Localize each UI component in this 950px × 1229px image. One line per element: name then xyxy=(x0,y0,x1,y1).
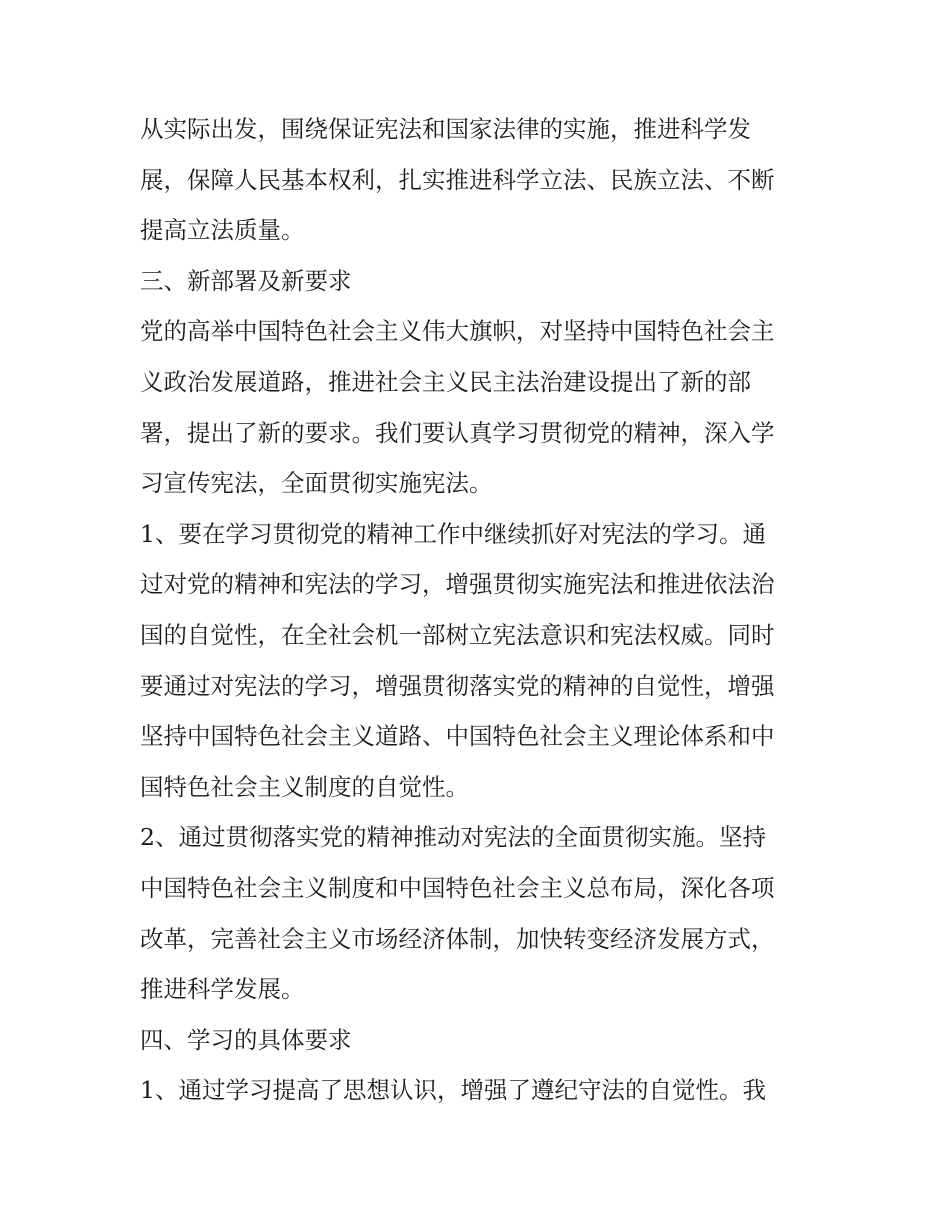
text-line: 1、通过学习提高了思想认识，增强了遵纪守法的自觉性。我 xyxy=(140,1076,766,1105)
text-line: 坚持中国特色社会主义道路、中国特色社会主义理论体系和中 xyxy=(140,722,775,751)
section-heading: 三、新部署及新要求 xyxy=(140,266,352,295)
text-line: 党的高举中国特色社会主义伟大旗帜，对坚持中国特色社会主 xyxy=(140,317,775,346)
text-line: 要通过对宪法的学习，增强贯彻落实党的精神的自觉性，增强 xyxy=(140,671,775,700)
text-line: 国特色社会主义制度的自觉性。 xyxy=(140,772,469,801)
text-line: 中国特色社会主义制度和中国特色社会主义总布局，深化各项 xyxy=(140,873,775,902)
text-line: 2、通过贯彻落实党的精神推动对宪法的全面贯彻实施。坚持 xyxy=(140,823,766,852)
text-line: 改革，完善社会主义市场经济体制，加快转变经济发展方式， xyxy=(140,924,775,953)
text-line: 过对党的精神和宪法的学习，增强贯彻实施宪法和推进依法治 xyxy=(140,570,775,599)
text-line: 习宣传宪法，全面贯彻实施宪法。 xyxy=(140,469,493,498)
text-line: 国的自觉性，在全社会机一部树立宪法意识和宪法权威。同时 xyxy=(140,620,775,649)
text-line: 1、要在学习贯彻党的精神工作中继续抓好对宪法的学习。通 xyxy=(140,519,766,548)
document-page xyxy=(140,104,820,1116)
text-line: 从实际出发，围绕保证宪法和国家法律的实施，推进科学发 xyxy=(140,115,751,143)
text-line: 署，提出了新的要求。我们要认真学习贯彻党的精神，深入学 xyxy=(140,418,775,447)
text-line: 提高立法质量。 xyxy=(140,216,305,245)
text-line: 展，保障人民基本权利，扎实推进科学立法、民族立法、不断 xyxy=(140,165,775,194)
text-line: 义政治发展道路，推进社会主义民主法治建设提出了新的部 xyxy=(140,367,751,396)
section-heading: 四、学习的具体要求 xyxy=(140,1025,352,1054)
text-line: 推进科学发展。 xyxy=(140,975,305,1004)
